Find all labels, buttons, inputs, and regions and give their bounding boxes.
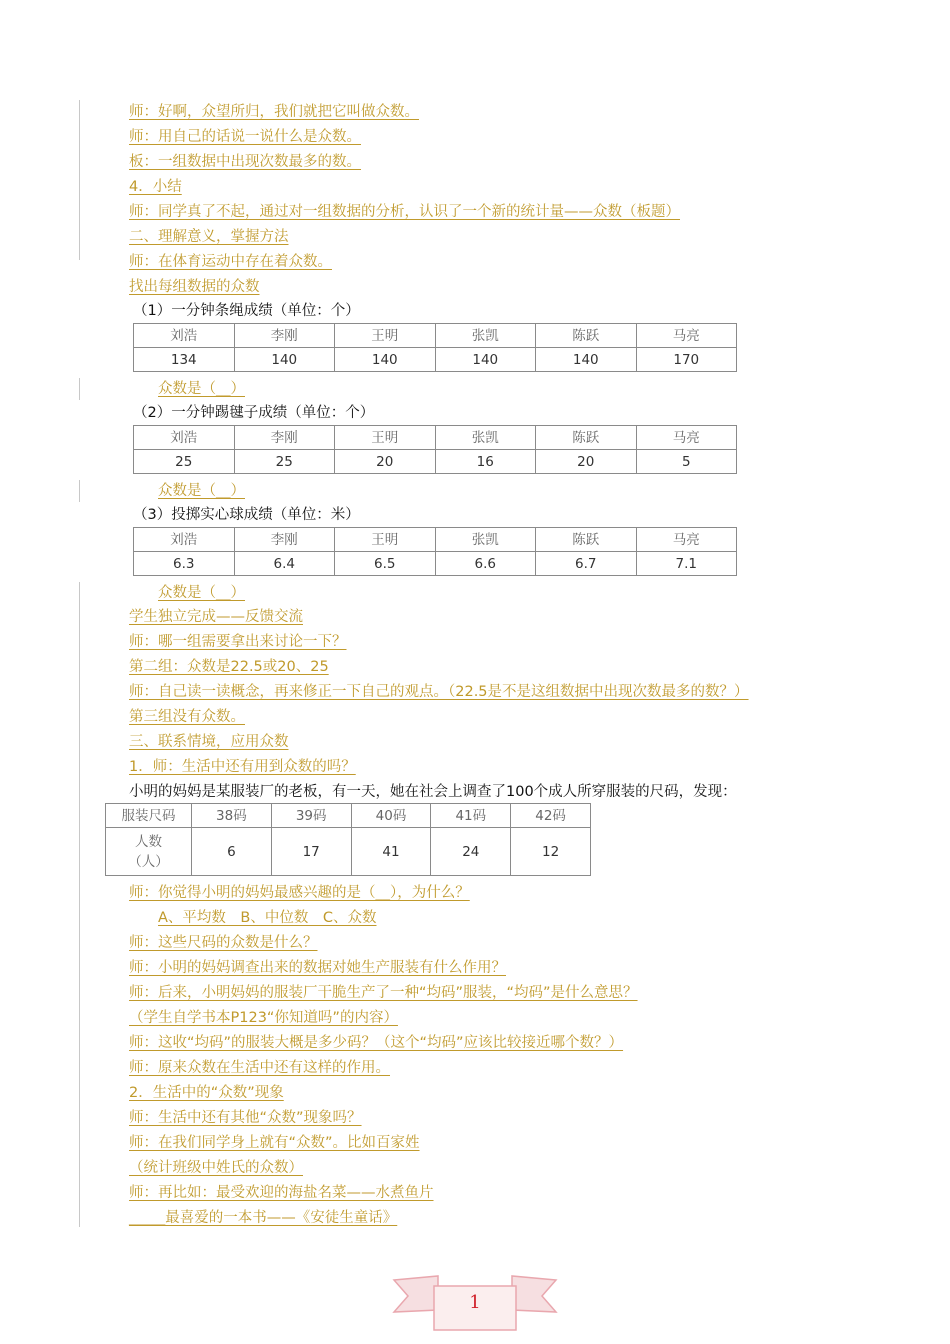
table-header-cell: 39码	[271, 804, 351, 828]
table-header-cell: 王明	[335, 528, 436, 552]
answer-line: 众数是（__）	[158, 381, 245, 397]
table-cell: 20	[335, 450, 436, 474]
dialogue-line: _____最喜爱的一本书——《安徒生童话》	[129, 1210, 398, 1226]
table-header-cell: 陈跃	[536, 324, 637, 348]
answer-line: 众数是（__）	[158, 483, 245, 499]
table-cell: 140	[335, 348, 436, 372]
table-cell: 7.1	[636, 552, 737, 576]
change-bar	[79, 480, 80, 502]
table-cell: 6.5	[335, 552, 436, 576]
dialogue-line: 师：再比如：最受欢迎的海盐名菜——水煮鱼片	[129, 1185, 434, 1201]
section-heading: 1．师：生活中还有用到众数的吗？	[129, 759, 356, 775]
group-title: （2）一分钟踢毽子成绩（单位：个）	[133, 405, 375, 421]
table-cell: 20	[536, 450, 637, 474]
table-row	[134, 450, 737, 474]
dialogue-line: 师：同学真了不起，通过对一组数据的分析，认识了一个新的统计量——众数（板题）	[129, 204, 680, 220]
row-label-unit: （人）	[128, 853, 169, 870]
table-header-cell: 马亮	[636, 324, 737, 348]
task-line: 找出每组数据的众数	[129, 279, 260, 295]
table-cell: 25	[134, 450, 235, 474]
table-row	[134, 348, 737, 372]
table-header-cell: 张凯	[435, 426, 536, 450]
change-bar	[79, 100, 80, 260]
size-table	[105, 803, 591, 876]
board-note: 板：一组数据中出现次数最多的数。	[129, 154, 361, 170]
table-cell: 5	[636, 450, 737, 474]
table-cell: 140	[435, 348, 536, 372]
dialogue-line: 第三组没有众数。	[129, 709, 245, 725]
section-heading: 二、理解意义，掌握方法	[129, 229, 289, 245]
score-table	[133, 323, 737, 372]
dialogue-line: 师：哪一组需要拿出来讨论一下？	[129, 634, 347, 650]
section-heading: 4．小结	[129, 179, 182, 195]
table-header-cell: 马亮	[636, 528, 737, 552]
table-cell: 6.3	[134, 552, 235, 576]
table-header-cell: 王明	[335, 426, 436, 450]
section-heading: 2．生活中的“众数”现象	[129, 1085, 284, 1101]
table-header-cell: 张凯	[435, 528, 536, 552]
section-heading: 三、联系情境，应用众数	[129, 734, 289, 750]
dialogue-line: 师：用自己的话说一说什么是众数。	[129, 129, 361, 145]
problem-intro: 小明的妈妈是某服装厂的老板，有一天，她在社会上调查了100个成人所穿服装的尺码，发现：	[129, 784, 737, 800]
table-cell: 140	[536, 348, 637, 372]
table-header-cell: 马亮	[636, 426, 737, 450]
table-header-cell: 王明	[335, 324, 436, 348]
table-cell: 12	[511, 828, 591, 876]
table-header-cell: 陈跃	[536, 528, 637, 552]
dialogue-line: 师：原来众数在生活中还有这样的作用。	[129, 1060, 390, 1076]
table-header-cell: 刘浩	[134, 528, 235, 552]
table-row-label	[106, 828, 192, 876]
score-table	[133, 425, 737, 474]
table-row	[134, 426, 737, 450]
dialogue-line: 师：后来，小明妈妈的服装厂干脆生产了一种“均码”服装，“均码”是什么意思？	[129, 985, 638, 1001]
dialogue-line: 师：小明的妈妈调查出来的数据对她生产服装有什么作用？	[129, 960, 506, 976]
table-cell: 6	[192, 828, 272, 876]
table-cell: 6.6	[435, 552, 536, 576]
table-header-cell: 40码	[351, 804, 431, 828]
dialogue-line: 师：在体育运动中存在着众数。	[129, 254, 332, 270]
table-header-cell: 陈跃	[536, 426, 637, 450]
group-title: （3）投掷实心球成绩（单位：米）	[133, 507, 360, 523]
change-bar	[79, 582, 80, 1227]
table-header-cell: 42码	[511, 804, 591, 828]
table-row	[106, 828, 591, 876]
dialogue-line: 师：生活中还有其他“众数”现象吗？	[129, 1110, 362, 1126]
dialogue-line: （统计班级中姓氏的众数）	[129, 1160, 303, 1176]
change-bar	[79, 378, 80, 400]
table-cell: 41	[351, 828, 431, 876]
table-cell: 17	[271, 828, 351, 876]
table-cell: 140	[234, 348, 335, 372]
table-header-cell: 李刚	[234, 324, 335, 348]
table-header-cell: 李刚	[234, 528, 335, 552]
page-number: 1	[469, 1292, 481, 1313]
answer-line: 众数是（__）	[158, 585, 245, 601]
dialogue-line: 学生独立完成——反馈交流	[129, 609, 303, 625]
dialogue-line: 师：你觉得小明的妈妈最感兴趣的是（__），为什么？	[129, 885, 470, 901]
table-cell: 6.4	[234, 552, 335, 576]
dialogue-line: （学生自学书本P123“你知道吗”的内容）	[129, 1010, 398, 1026]
table-header-cell: 刘浩	[134, 324, 235, 348]
table-header-cell: 刘浩	[134, 426, 235, 450]
score-table	[133, 527, 737, 576]
choice-options: A、平均数 B、中位数 C、众数	[158, 910, 377, 926]
table-header-cell: 38码	[192, 804, 272, 828]
table-cell: 170	[636, 348, 737, 372]
table-row	[134, 552, 737, 576]
table-row	[134, 528, 737, 552]
table-row	[134, 324, 737, 348]
table-cell: 6.7	[536, 552, 637, 576]
table-row	[106, 804, 591, 828]
dialogue-line: 师：好啊，众望所归，我们就把它叫做众数。	[129, 104, 419, 120]
table-cell: 25	[234, 450, 335, 474]
dialogue-line: 师：这收“均码”的服装大概是多少码？（这个“均码”应该比较接近哪个数？）	[129, 1035, 624, 1051]
table-header-cell: 41码	[431, 804, 511, 828]
group-title: （1）一分钟条绳成绩（单位：个）	[133, 303, 360, 319]
dialogue-line: 师：自己读一读概念，再来修正一下自己的观点。（22.5是不是这组数据中出现次数最多的数？）	[129, 684, 749, 700]
table-header-cell: 服装尺码	[106, 804, 192, 828]
table-cell: 24	[431, 828, 511, 876]
dialogue-line: 师：这些尺码的众数是什么？	[129, 935, 318, 951]
table-header-cell: 张凯	[435, 324, 536, 348]
table-cell: 16	[435, 450, 536, 474]
row-label-text: 人数	[135, 833, 162, 850]
dialogue-line: 第二组：众数是22.5或20、25	[129, 659, 329, 675]
dialogue-line: 师：在我们同学身上就有“众数”。比如百家姓	[129, 1135, 420, 1151]
table-header-cell: 李刚	[234, 426, 335, 450]
table-cell: 134	[134, 348, 235, 372]
